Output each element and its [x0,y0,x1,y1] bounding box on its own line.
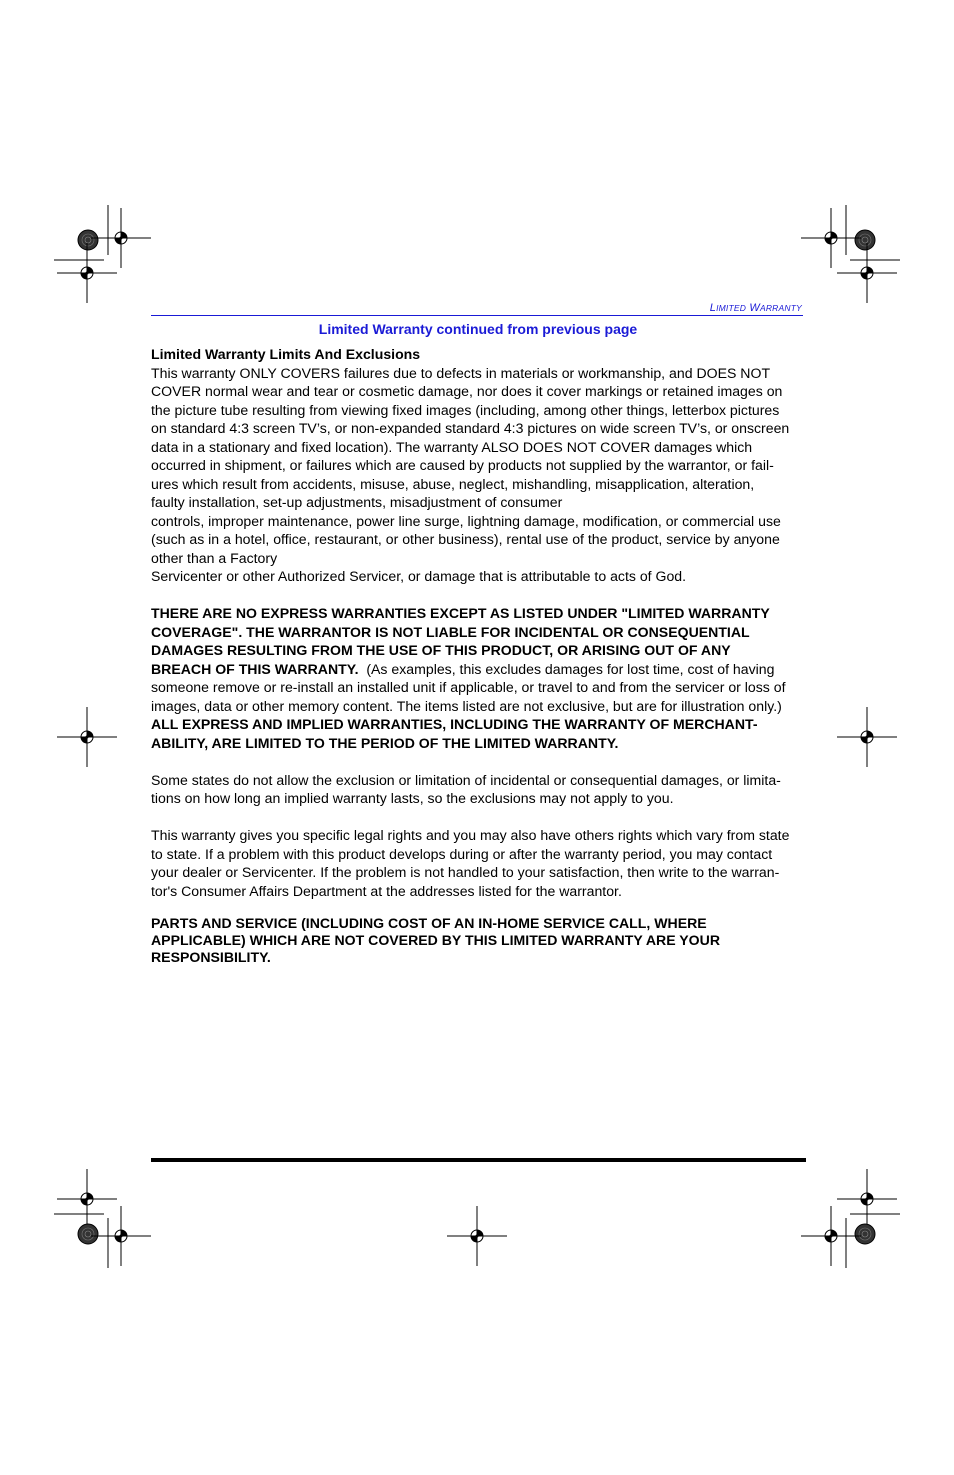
paragraph-state-limitations: Some states do not allow the exclusion or limitation of incidental or consequential damages, or limita- tions on how long an implied warranty lasts, so the exclusions may not apply to you. [151,771,781,806]
registration-mark-top-right [801,205,900,303]
registration-mark-mid-right [837,707,897,767]
section-heading: Limited Warranty Limits And Exclusions [151,346,421,362]
warranty-content [151,345,805,966]
paragraph-exclusions: This warranty ONLY COVERS failures due to defects in materials or workmanship, and DOES NOT COVER normal wear and tear or cosmetic damage, nor does it cover markings or retained images on the picture tube resulting from viewing fixed images (including, among other things, letterbox pictures on standard 4:3 screen TV’s, or non-expanded standard 4:3 pictures on wide screen TV’s, or onscreen data in a stationary and fixed location). The warranty ALSO DOES NOT COVER damages which occurred in shipment, or failures which are caused by products not supplied by the warrantor, or fail- ures which result from accidents, misuse, abuse, neglect, mishandling, misapplication, alteration, faulty installation, set-up adjustments, misadjustment of consumer controls, improper maintenance, power line surge, lightning damage, modification, or commercial use (such as in a hotel, office, restaurant, or other business), rental use of the product, service by anyone other than a Factory Servicenter or other Authorized Servicer, or damage that is attributable to acts of God. [151,364,790,584]
footer-rule [151,1158,806,1162]
header-rule [151,315,803,316]
paragraph-legal-rights: This warranty gives you specific legal rights and you may also have others rights which vary from state to state. If a problem with this product develops during or after the warranty period, you may contact your dealer or Servicenter. If the problem is not handled to your satisfaction, then write to the warran- tor's Consumer Affairs Department at the addresses listed for the warrantor. [151,827,790,899]
running-header: LIMITED WARRANTY [709,302,802,314]
registration-mark-bottom-left [54,1169,151,1268]
registration-mark-bottom-right [801,1169,900,1268]
continued-label: Limited Warranty continued from previous page [318,321,638,337]
paragraph-parts-and-service: PARTS AND SERVICE (INCLUDING COST OF AN IN-HOME SERVICE CALL, WHERE APPLICABLE) WHICH ARE NOT COVERED BY THIS LIMITED WARRANTY ARE YOUR RESPONSIBILITY. [151,915,720,965]
registration-mark-mid-left [57,707,117,767]
paragraph-no-express-warranties: THERE ARE NO EXPRESS WARRANTIES EXCEPT AS LISTED UNDER "LIMITED WARRANTY COVERAGE". THE WARRANTOR IS NOT LIABLE FOR INCIDENTAL OR CONSEQUENTIAL DAMAGES RESULTING FROM THE USE OF THIS PRODUCT, OR ARISING OUT OF ANY BREACH OF THIS WARRANTY. (As examples, this excludes damages for lost time, cost of having someone remove or re-install an installed unit if applicable, or travel to and from the servicer or loss of images, data or other memory content. The items listed are not exclusive, but are for illustration only.) ALL EXPRESS AND IMPLIED WARRANTIES, INCLUDING THE WARRANTY OF MERCHANT- ABILITY, ARE LIMITED TO THE PERIOD OF THE LIMITED WARRANTY. [151,605,786,751]
registration-mark-bottom-center [447,1206,507,1266]
registration-mark-top-left [54,205,151,303]
